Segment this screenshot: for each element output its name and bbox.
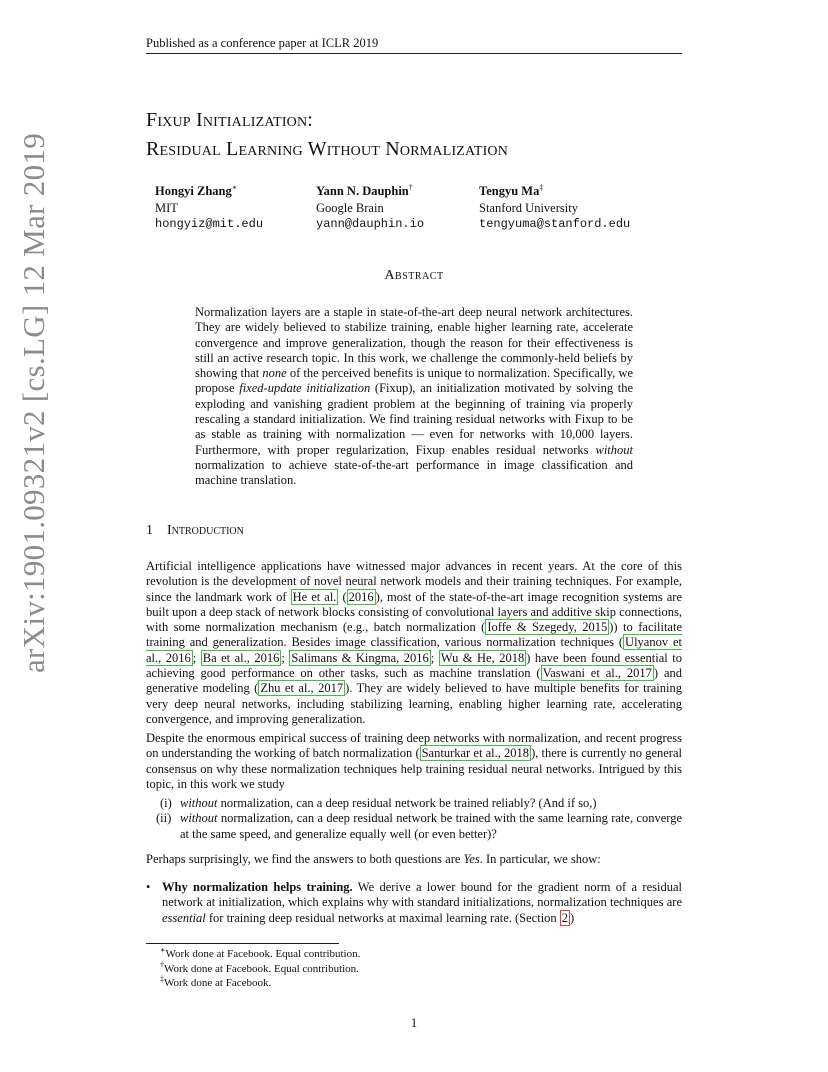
author-email[interactable]: hongyiz@mit.edu — [155, 217, 264, 231]
list-item-text: ) — [570, 910, 575, 925]
paragraph-text: ), there is currently no general consensus on why these normalization techniques help training residual neural networks. Intrigued by this topic, in this work we study — [146, 746, 682, 791]
intro-paragraph-1 — [146, 559, 682, 727]
footnote — [160, 959, 360, 977]
author-1 — [155, 183, 263, 233]
citation-link[interactable]: 2016 — [348, 589, 374, 604]
footnote-mark: † — [160, 959, 164, 969]
question-label: (ii) — [156, 811, 172, 826]
footnote-text: Work done at Facebook. Equal contribution. — [164, 962, 359, 975]
abstract-emphasis: none — [262, 366, 287, 381]
abstract-body — [195, 305, 633, 489]
author-mark: ‡ — [539, 182, 544, 192]
list-item — [146, 880, 682, 926]
author-affiliation: Stanford University — [479, 200, 578, 215]
section-heading-introduction — [146, 523, 244, 539]
footnote-mark: ‡ — [160, 974, 164, 984]
author-2 — [316, 183, 424, 233]
page-number: 1 — [410, 1016, 418, 1030]
contributions-list — [146, 880, 682, 926]
footnote-mark: ∗ — [160, 945, 166, 955]
abstract-emphasis: without — [595, 442, 633, 457]
author-3 — [479, 183, 630, 233]
paragraph-text: )) to facilitate training and generalization. Besides image classification, various normalization techniques ( — [146, 620, 682, 650]
abstract-emphasis: fixed-update initialization — [239, 381, 371, 396]
citation-link[interactable]: Salimans & Kingma, 2016 — [291, 650, 429, 665]
paragraph-text: . In particular, we show: — [479, 852, 601, 866]
footnote-text: Work done at Facebook. — [164, 977, 272, 989]
abstract-heading: Abstract — [384, 268, 444, 283]
paragraph-text: ), most of the state-of-the-art image recognition systems are built upon a deep stack of network blocks consisting of convolutional layers and additive skip connections, with some normalization mechanism (e.g., batch normalization ( — [146, 589, 683, 635]
running-header: Published as a conference paper at ICLR 2019 — [146, 36, 379, 50]
section-number: 1 — [146, 523, 153, 538]
question-emphasis: without — [180, 796, 218, 810]
arxiv-stamp: arXiv:1901.09321v2 [cs.LG] 12 Mar 2019 — [16, 132, 51, 673]
title-line-1: Fixup Initialization: — [146, 109, 314, 131]
citation-link[interactable]: Ba et al., 2016 — [202, 650, 280, 665]
question-label: (i) — [160, 796, 172, 810]
footnote — [160, 976, 360, 991]
author-name: Hongyi Zhang — [155, 184, 232, 198]
citation-link[interactable]: Zhu et al., 2017 — [260, 681, 344, 696]
paragraph-emphasis: Yes — [463, 852, 480, 866]
header-rule — [146, 53, 682, 54]
footnote-text: Work done at Facebook. Equal contribution. — [165, 948, 361, 960]
question-emphasis: without — [180, 811, 218, 826]
abstract-text: of the perceived benefits is unique to normalization. Specifically, we propose — [195, 366, 634, 396]
question-text: normalization, can a deep residual network be trained with the same learning rate, converge at the same speed, and generalize equally well (or even better)? — [180, 811, 682, 841]
list-item-text: We derive a lower bound for the gradient norm of a residual network at initialization, which explains why with standard initializations, normalization techniques are — [162, 880, 682, 910]
section-title: Introduction — [167, 523, 244, 538]
paragraph-text: ). They are widely believed to have multiple benefits for training very deep neural networks, including stabilizing learning, enabling higher learning rate, accelerating convergence, and improving generalization. — [146, 681, 682, 726]
citation-link[interactable]: He et al. — [292, 589, 337, 604]
paragraph-text: Artificial intelligence applications have witnessed major advances in recent years. At the core of this revolution is the development of novel neural network models and their training techniques. For example, since the landmark work of — [146, 559, 682, 604]
paragraph-text: Perhaps surprisingly, we find the answers to both questions are — [146, 852, 464, 866]
paper-title — [146, 106, 508, 164]
question-item — [146, 796, 682, 811]
intro-paragraph-3 — [146, 852, 682, 867]
paragraph-text: Despite the enormous empirical success of training deep networks with normalization, and recent progress on understanding the working of batch normalization ( — [146, 731, 682, 761]
author-name: Tengyu Ma — [479, 184, 540, 198]
author-mark: † — [408, 182, 413, 192]
question-text: normalization, can a deep residual network be trained reliably? (And if so,) — [217, 796, 597, 810]
footnote-rule — [146, 943, 339, 944]
footnote — [160, 947, 360, 962]
abstract-text: (Fixup), an initialization motivated by solving the exploding and vanishing gradient problem at the beginning of training via properly rescaling a standard initialization. We find training residual networks with Fixup to be as stable as training with normalization — even for networks with 10,000 layers. Furthermore, with proper regularization, Fixup enables residual networks — [195, 381, 634, 457]
paragraph-text: ( — [338, 589, 347, 604]
list-item-heading: Why normalization helps training. — [162, 880, 353, 894]
citation-link[interactable]: Ulyanov et al., 2016 — [146, 635, 682, 665]
bullet-icon: • — [146, 880, 151, 894]
paragraph-text: ) have been found essential to achieving good performance on other tasks, such as machine translation ( — [146, 650, 682, 681]
paragraph-text: ; — [192, 650, 201, 665]
paragraph-text: ; — [430, 650, 439, 665]
citation-link[interactable]: Ioffe & Szegedy, 2015 — [487, 620, 608, 635]
citation-link[interactable]: Vaswani et al., 2017 — [542, 666, 652, 681]
abstract-text: Normalization layers are a staple in state-of-the-art deep neural network architectures. They are widely believed to stabilize training, enable higher learning rate, accelerate convergence and improve generalization, though the reason for their effectiveness is still an active research topic. In this work, we challenge the commonly-held beliefs by showing that — [195, 305, 633, 381]
section-ref-link[interactable]: 2 — [561, 910, 569, 925]
list-item-text: for training deep residual networks at maximal learning rate. (Section — [205, 910, 560, 925]
question-item — [146, 811, 682, 842]
citation-link[interactable]: Wu & He, 2018 — [440, 650, 525, 665]
title-line-2: Residual Learning Without Normalization — [146, 138, 509, 160]
research-questions — [146, 796, 682, 842]
list-item-emphasis: essential — [162, 910, 206, 925]
abstract-text: normalization to achieve state-of-the-art performance in image classification and machine translation. — [195, 457, 633, 488]
author-mark: ∗ — [231, 182, 238, 192]
citation-link[interactable]: Santurkar et al., 2018 — [421, 746, 530, 761]
author-email[interactable]: yann@dauphin.io — [316, 217, 425, 231]
author-affiliation: MIT — [155, 200, 178, 215]
paragraph-text: ; — [281, 650, 290, 665]
author-affiliation: Google Brain — [316, 200, 384, 215]
author-name: Yann N. Dauphin — [316, 184, 409, 198]
author-email[interactable]: tengyuma@stanford.edu — [479, 217, 631, 231]
footnotes — [160, 947, 360, 991]
paragraph-text: ) and generative modeling ( — [146, 666, 682, 696]
intro-paragraph-2 — [146, 731, 682, 792]
